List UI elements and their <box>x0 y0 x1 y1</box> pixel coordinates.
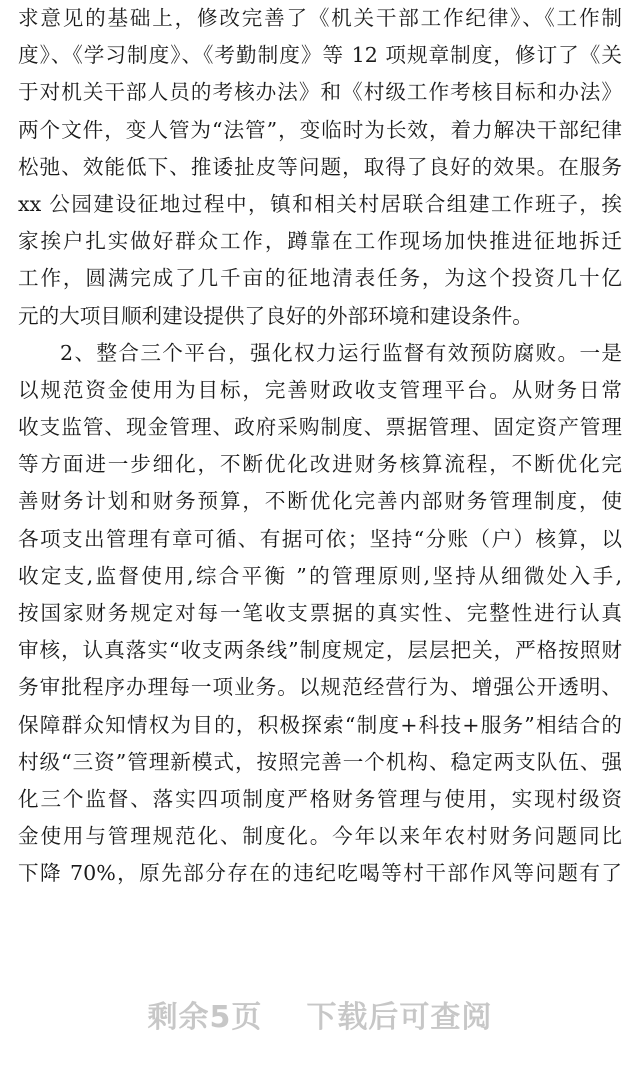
remaining-pages-label: 剩余5页 <box>147 1000 263 1035</box>
download-banner[interactable] <box>0 996 640 1040</box>
text-line: 各项支出管理有章可循、有据可依；坚持“分账（户）核算，以 <box>18 526 622 551</box>
text-line: 求意见的基础上，修改完善了《机关干部工作纪律》、《工作制 <box>18 6 622 30</box>
text-line: 按国家财务规定对每一笔收支票据的真实性、完整性进行认真 <box>18 601 622 625</box>
download-prompt-label: 下载后可查阅 <box>306 1000 493 1035</box>
text-line: 家挨户扎实做好群众工作，蹲靠在工作现场加快推进征地拆迁 <box>18 229 622 254</box>
text-line: 金使用与管理规范化、制度化。今年以来年农村财务问题同比 <box>18 824 622 849</box>
text-line: 收定支,监督使用,综合平衡 ”的管理原则,坚持从细微处入手, <box>18 563 622 588</box>
text-line: 度》、《学习制度》、《考勤制度》等 12 项规章制度，修订了《关 <box>18 43 622 68</box>
text-line: 化三个监督、落实四项制度严格财务管理与使用，实现村级资 <box>18 786 622 811</box>
text-line: 善财务计划和财务预算，不断优化完善内部财务管理制度，使 <box>18 489 622 514</box>
text-line: 两个文件，变人管为“法管”，变临时为长效，着力解决干部纪律 <box>18 117 622 142</box>
text-line: xx 公园建设征地过程中，镇和相关村居联合组建工作班子，挨 <box>18 191 622 216</box>
text-line: 务审批程序办理每一项业务。以规范经营行为、增强公开透明、 <box>18 675 622 700</box>
text-line: 审核，认真落实“收支两条线”制度规定，层层把关，严格按照财 <box>18 638 622 663</box>
text-line: 等方面进一步细化，不断优化改进财务核算流程，不断优化完 <box>18 452 622 477</box>
document-body <box>18 0 622 893</box>
text-line: 保障群众知情权为目的，积极探索“制度+科技+服务”相结合的 <box>18 712 622 737</box>
text-line: 以规范资金使用为目标，完善财政收支管理平台。从财务日常 <box>18 377 622 402</box>
text-line: 收支监管、现金管理、政府采购制度、票据管理、固定资产管理 <box>18 415 622 440</box>
text-line: 下降 70%，原先部分存在的违纪吃喝等村干部作风等问题有了 <box>18 861 622 886</box>
section-heading-line: 2、整合三个平台，强化权力运行监督有效预防腐败。一是 <box>60 340 622 365</box>
text-line: 工作，圆满完成了几千亩的征地清表任务，为这个投资几十亿 <box>18 266 622 291</box>
text-line: 村级“三资”管理新模式，按照完善一个机构、稳定两支队伍、强 <box>18 749 622 774</box>
text-line: 于对机关干部人员的考核办法》和《村级工作考核目标和办法》 <box>18 80 622 105</box>
text-line: 松弛、效能低下、推诿扯皮等问题，取得了良好的效果。在服务 <box>18 154 622 179</box>
text-line: 元的大项目顺利建设提供了良好的外部环境和建设条件。 <box>18 303 533 328</box>
